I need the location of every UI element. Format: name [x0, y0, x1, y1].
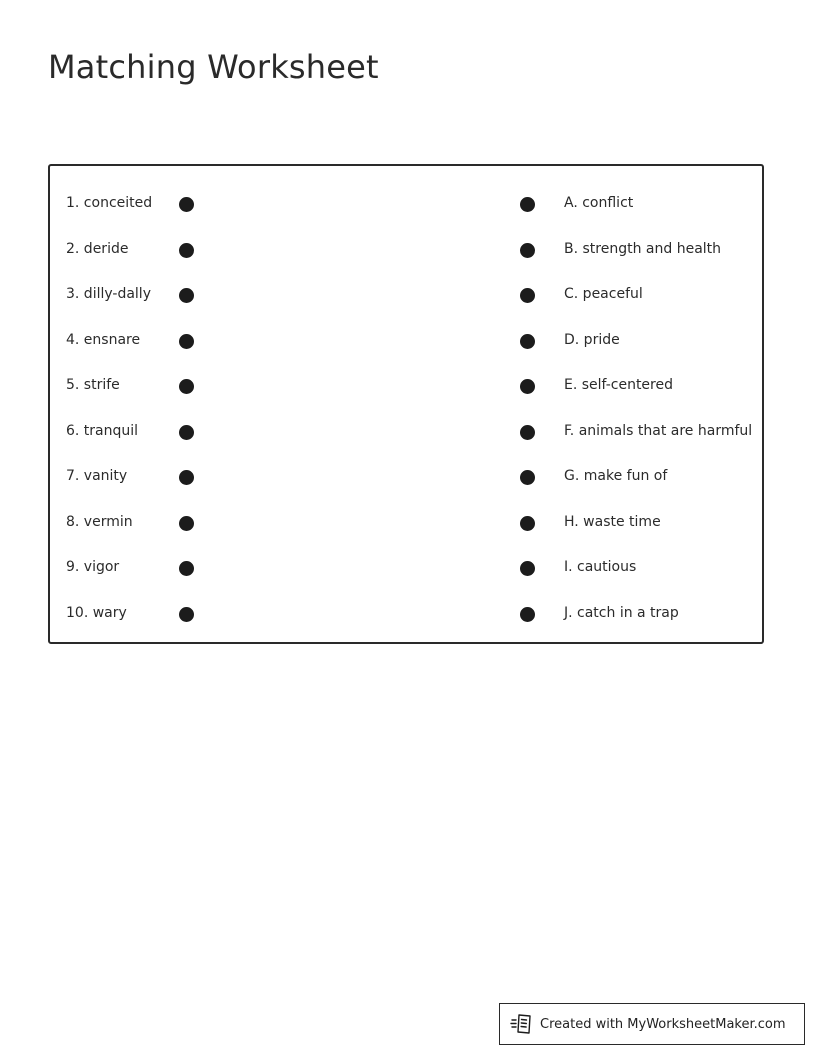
definition-label: I. cautious — [564, 559, 637, 575]
term-connector-dot[interactable] — [179, 379, 194, 394]
definition-item — [516, 238, 756, 262]
definition-item — [516, 329, 756, 353]
term-connector-dot[interactable] — [179, 516, 194, 531]
term-connector-dot[interactable] — [179, 243, 194, 258]
definition-connector-dot[interactable] — [520, 607, 535, 622]
definition-label: G. make fun of — [564, 468, 668, 484]
page-title: Matching Worksheet — [48, 48, 379, 86]
term-item — [66, 556, 206, 580]
definition-label: H. waste time — [564, 513, 661, 530]
term-item — [66, 511, 206, 535]
term-label: 9. vigor — [66, 559, 120, 575]
definition-connector-dot[interactable] — [520, 243, 535, 258]
definition-connector-dot[interactable] — [520, 425, 535, 440]
definition-label: D. pride — [564, 331, 620, 348]
definition-label: A. conflict — [564, 195, 634, 211]
definition-connector-dot[interactable] — [520, 379, 535, 394]
term-label: 8. vermin — [66, 513, 133, 530]
term-connector-dot[interactable] — [179, 197, 194, 212]
footer-text: Created with MyWorksheetMaker.com — [540, 1016, 786, 1032]
term-label: 3. dilly-dally — [66, 286, 151, 302]
definition-connector-dot[interactable] — [520, 516, 535, 531]
term-label: 5. strife — [66, 377, 120, 393]
term-label: 6. tranquil — [66, 422, 139, 439]
term-item — [66, 602, 206, 626]
term-item — [66, 374, 206, 398]
definition-connector-dot[interactable] — [520, 334, 535, 349]
definition-connector-dot[interactable] — [520, 197, 535, 212]
term-label: 4. ensnare — [66, 331, 141, 348]
definition-item — [516, 374, 756, 398]
definition-connector-dot[interactable] — [520, 470, 535, 485]
term-item — [66, 329, 206, 353]
footer-badge — [499, 1003, 805, 1045]
term-connector-dot[interactable] — [179, 334, 194, 349]
term-label: 1. conceited — [66, 195, 153, 211]
definition-item — [516, 556, 756, 580]
definition-label: B. strength and health — [564, 240, 722, 257]
definition-label: J. catch in a trap — [564, 604, 679, 621]
term-connector-dot[interactable] — [179, 607, 194, 622]
term-item — [66, 238, 206, 262]
worksheet-maker-logo-icon — [510, 1012, 534, 1036]
definition-label: F. animals that are harmful — [564, 422, 753, 439]
definition-label: C. peaceful — [564, 286, 643, 302]
definition-item — [516, 420, 756, 444]
term-item — [66, 192, 206, 216]
term-connector-dot[interactable] — [179, 561, 194, 576]
definition-item — [516, 511, 756, 535]
term-item — [66, 465, 206, 489]
definition-connector-dot[interactable] — [520, 288, 535, 303]
term-connector-dot[interactable] — [179, 288, 194, 303]
definition-item — [516, 283, 756, 307]
term-label: 7. vanity — [66, 468, 128, 484]
term-item — [66, 420, 206, 444]
term-connector-dot[interactable] — [179, 425, 194, 440]
term-item — [66, 283, 206, 307]
matching-box — [48, 164, 764, 644]
definition-connector-dot[interactable] — [520, 561, 535, 576]
definition-item — [516, 465, 756, 489]
term-label: 10. wary — [66, 604, 127, 621]
definition-item — [516, 192, 756, 216]
definition-item — [516, 602, 756, 626]
definition-label: E. self-centered — [564, 377, 673, 393]
term-label: 2. deride — [66, 240, 129, 257]
term-connector-dot[interactable] — [179, 470, 194, 485]
